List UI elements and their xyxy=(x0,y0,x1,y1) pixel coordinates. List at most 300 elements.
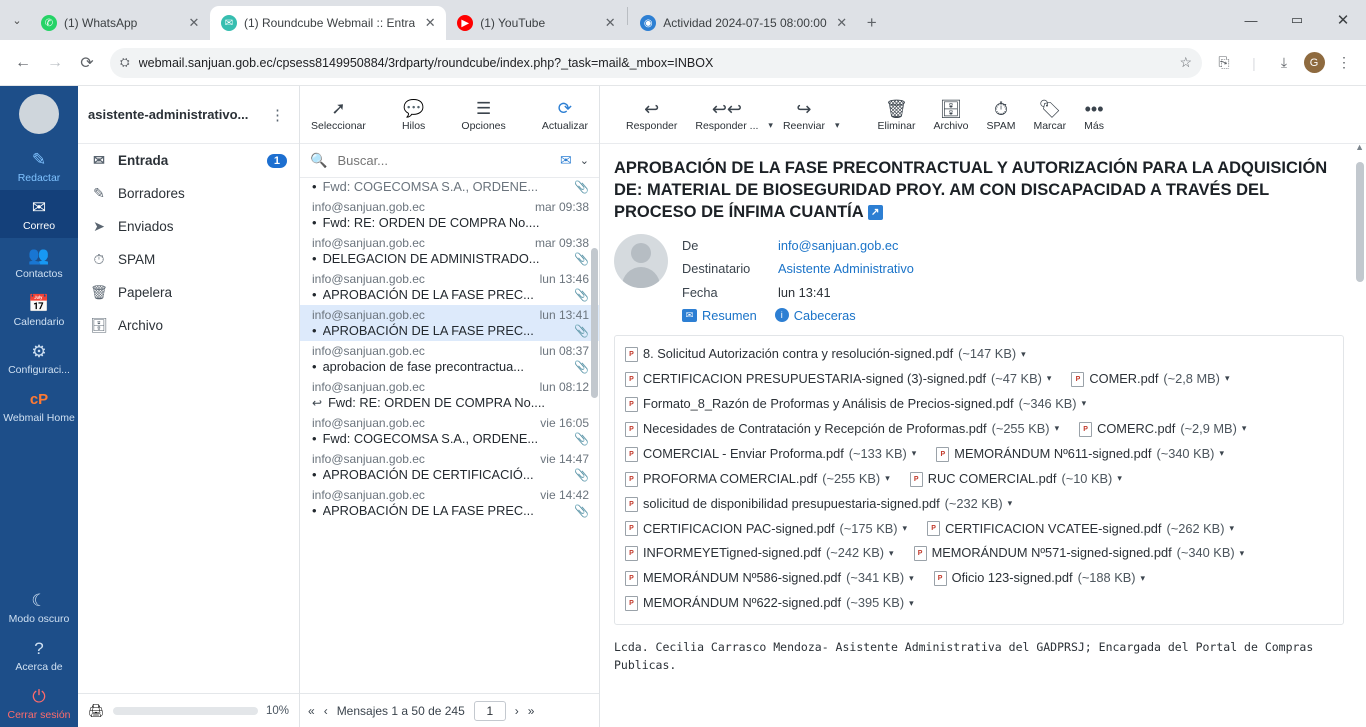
folder-label: Enviados xyxy=(118,219,174,234)
search-input[interactable] xyxy=(335,152,552,169)
archive-button[interactable] xyxy=(925,96,976,134)
list-item-subject: Fwd: COGECOMSA S.A., ORDENE... xyxy=(322,431,539,446)
reply-button[interactable] xyxy=(618,96,685,134)
list-toolbar xyxy=(300,86,599,144)
search-icon: 🔍 xyxy=(310,152,328,168)
list-item-subject-row xyxy=(312,467,589,482)
attachment-name: 8. Solicitud Autorización contra y resolución-signed.pdf xyxy=(643,345,954,361)
attachment-name: RUC COMERCIAL.pdf xyxy=(927,470,1057,486)
list-item-subject-row xyxy=(312,287,589,302)
task-compose[interactable] xyxy=(0,142,78,190)
list-item-selected[interactable] xyxy=(300,305,599,341)
power-icon: ⏻ xyxy=(32,686,46,706)
list-item-sender: info@sanjuan.gob.ec xyxy=(312,200,425,214)
list-item[interactable] xyxy=(300,377,599,413)
list-item-subject-row xyxy=(312,431,589,446)
list-item-subject-row xyxy=(312,179,589,194)
browser-tab[interactable] xyxy=(30,6,210,40)
attachment-size: (~255 KB) xyxy=(991,420,1050,436)
chevron-down-icon[interactable]: ▾ xyxy=(1007,498,1013,509)
search-row xyxy=(300,144,599,178)
task-settings[interactable] xyxy=(0,334,78,382)
attachment-size: (~340 KB) xyxy=(1156,445,1215,461)
list-item-meta xyxy=(312,416,589,430)
list-scrollbar[interactable] xyxy=(591,178,598,693)
attachment-name: MEMORÁNDUM Nº586-signed.pdf xyxy=(643,570,842,586)
unread-dot: • xyxy=(312,359,317,374)
roundcube-icon: ✉ xyxy=(221,15,237,31)
mail-icon: ✉ xyxy=(31,198,47,218)
attachment-name: CERTIFICACION VCATEE-signed.pdf xyxy=(945,520,1162,536)
folder-label: Entrada xyxy=(118,153,169,168)
archive-label: Archivo xyxy=(933,120,969,133)
summary-link[interactable] xyxy=(682,308,757,323)
list-item-subject: Fwd: RE: ORDEN DE COMPRA No.... xyxy=(322,215,540,230)
attachment-item[interactable] xyxy=(625,566,914,591)
refresh-button[interactable] xyxy=(537,96,593,134)
list-item-sender: info@sanjuan.gob.ec xyxy=(312,236,425,250)
pdf-icon: P xyxy=(625,472,638,487)
list-item[interactable] xyxy=(300,413,599,449)
forward-label: Reenviar xyxy=(782,120,825,133)
list-item[interactable] xyxy=(300,485,599,521)
attachment-item[interactable] xyxy=(910,467,1122,492)
chevron-down-icon[interactable]: ▾ xyxy=(1117,473,1122,484)
pdf-icon: P xyxy=(625,397,638,412)
forward-button[interactable]: → xyxy=(47,53,63,71)
chevron-down-icon[interactable]: ▾ xyxy=(1140,573,1146,584)
next-page-button[interactable]: › xyxy=(514,703,519,718)
attachment-item[interactable] xyxy=(625,492,1012,517)
attachment-size: (~341 KB) xyxy=(846,570,905,586)
date-value: lun 13:41 xyxy=(778,285,831,301)
attachment-name: COMERCIAL - Enviar Proforma.pdf xyxy=(643,445,844,461)
attachment-list xyxy=(614,335,1344,625)
avatar[interactable] xyxy=(1300,49,1328,77)
folder-options-icon[interactable]: ⋮ xyxy=(270,106,285,124)
folder-label: Borradores xyxy=(118,186,185,201)
attachment-icon: 📎 xyxy=(574,251,589,266)
list-item-subject: Fwd: RE: ORDEN DE COMPRA No.... xyxy=(328,395,545,410)
message-view-panel xyxy=(600,86,1366,727)
list-item-meta xyxy=(312,380,589,394)
attachment-row xyxy=(625,467,1333,492)
browser-tab-active[interactable] xyxy=(210,6,446,40)
task-dark-mode[interactable] xyxy=(0,583,78,631)
scrollbar-thumb[interactable] xyxy=(591,248,598,398)
list-item-date: mar 09:38 xyxy=(534,236,589,250)
sidebar-item-drafts[interactable] xyxy=(78,177,299,210)
tab-title: (1) Roundcube Webmail :: Entra xyxy=(244,16,416,30)
pdf-icon: P xyxy=(625,546,638,561)
attachment-item[interactable] xyxy=(625,442,916,467)
options-label: Opciones xyxy=(461,120,506,133)
open-external-icon[interactable]: ↗ xyxy=(868,205,883,220)
tab-search-icon[interactable]: ⌄ xyxy=(12,14,22,27)
attachment-item[interactable] xyxy=(927,517,1234,542)
chevron-down-icon[interactable]: ▾ xyxy=(1021,348,1026,359)
unread-dot: • xyxy=(312,431,317,446)
mark-button[interactable] xyxy=(1025,96,1074,134)
summary-label: Resumen xyxy=(702,307,757,323)
sidebar-item-trash[interactable] xyxy=(78,276,299,309)
attachment-item[interactable] xyxy=(936,442,1224,467)
list-item-date: lun 08:12 xyxy=(539,380,589,394)
user-avatar-logo xyxy=(19,94,59,134)
attachment-item[interactable] xyxy=(625,591,914,616)
close-icon[interactable]: ✕ xyxy=(836,15,848,30)
delete-label: Eliminar xyxy=(877,120,916,133)
archive-icon: 🗄 xyxy=(90,317,108,333)
search-scope-icon[interactable]: ✉ xyxy=(560,152,572,168)
attachment-name: MEMORÁNDUM Nº611-signed.pdf xyxy=(954,445,1152,461)
message-subject-text: APROBACIÓN DE LA FASE PRECONTRACTUAL Y AUTORIZACIÓN PARA LA ADQUISICIÓN DE: MATERIAL DE BIOSEGURIDAD PROY. AM CON DISCAPACIDAD A TRAVÉS DEL PROCESO DE ÍNFIMA CUANTÍA xyxy=(614,159,1328,221)
attachment-name: MEMORÁNDUM Nº622-signed.pdf xyxy=(643,595,842,611)
chevron-down-icon[interactable]: ▾ xyxy=(1081,398,1087,409)
folder-label: Papelera xyxy=(118,285,173,300)
message-subject xyxy=(614,158,1344,224)
question-icon: ? xyxy=(34,638,44,658)
attachment-row xyxy=(625,591,1333,616)
task-calendar[interactable] xyxy=(0,286,78,334)
unread-badge: 1 xyxy=(267,154,287,168)
chevron-down-icon[interactable]: ▾ xyxy=(909,598,914,609)
list-item-date: vie 16:05 xyxy=(540,416,589,430)
quota-bar-row xyxy=(78,693,299,727)
compose-icon: ✎ xyxy=(31,150,47,169)
forward-icon: ↪ xyxy=(796,99,812,120)
refresh-label: Actualizar xyxy=(541,120,588,133)
info-icon: i xyxy=(775,308,789,322)
attachment-item[interactable] xyxy=(625,367,1051,392)
close-icon[interactable]: ✕ xyxy=(604,15,616,30)
task-mail[interactable] xyxy=(0,190,78,238)
threads-icon: 💬 xyxy=(403,99,425,119)
threads-button[interactable] xyxy=(397,96,430,134)
attachment-item[interactable] xyxy=(1079,417,1246,442)
attachment-item[interactable] xyxy=(914,541,1245,566)
inbox-icon: ✉ xyxy=(93,152,105,168)
list-item-sender: info@sanjuan.gob.ec xyxy=(312,344,425,358)
list-item[interactable] xyxy=(300,449,599,485)
list-item-date: vie 14:47 xyxy=(540,452,589,466)
attachment-item[interactable] xyxy=(625,342,1026,367)
attachment-size: (~232 KB) xyxy=(944,495,1003,511)
scroll-up-arrow[interactable]: ▲ xyxy=(1355,142,1364,152)
list-item-date: lun 08:37 xyxy=(539,344,589,358)
forward-button[interactable] xyxy=(775,96,833,134)
list-item-subject: APROBACIÓN DE CERTIFICACIÓ... xyxy=(322,467,534,482)
bookmark-star-icon[interactable]: ☆ xyxy=(1179,54,1192,70)
pdf-icon: P xyxy=(625,571,638,586)
minimize-button[interactable]: — xyxy=(1244,12,1258,28)
message-toolbar xyxy=(600,86,1366,144)
attachment-icon: 📎 xyxy=(574,503,589,518)
list-item-subject: APROBACIÓN DE LA FASE PREC... xyxy=(322,503,534,518)
tag-icon: 🏷 xyxy=(1038,99,1062,120)
task-logout[interactable] xyxy=(0,679,78,727)
attachment-size: (~2,8 MB) xyxy=(1163,370,1220,386)
pdf-icon: P xyxy=(625,347,638,362)
list-item-meta xyxy=(312,308,589,322)
attachment-icon: 📎 xyxy=(574,359,589,374)
message-body xyxy=(600,144,1366,727)
list-item-sender: info@sanjuan.gob.ec xyxy=(312,488,425,502)
list-item-sender: info@sanjuan.gob.ec xyxy=(312,380,425,394)
chevron-down-icon[interactable]: ▾ xyxy=(768,120,773,130)
options-button[interactable] xyxy=(456,96,510,134)
attachment-name: COMER.pdf xyxy=(1089,370,1159,386)
task-label: Cerrar sesión xyxy=(7,708,71,721)
select-button[interactable] xyxy=(306,96,371,134)
close-icon[interactable]: ✕ xyxy=(188,15,200,30)
attachment-size: (~175 KB) xyxy=(839,520,898,536)
list-item[interactable] xyxy=(300,197,599,233)
attachment-name: INFORMEYETigned-signed.pdf xyxy=(643,545,822,561)
task-label: Correo xyxy=(22,220,56,233)
chevron-down-icon[interactable]: ▾ xyxy=(1054,423,1060,434)
reply-icon: ↩ xyxy=(644,99,660,120)
list-item-meta xyxy=(312,200,589,214)
attachment-size: (~147 KB) xyxy=(958,345,1017,361)
page-number-input[interactable] xyxy=(474,701,506,721)
unread-dot: • xyxy=(312,287,317,302)
url-text: webmail.sanjuan.gob.ec/cpsess8149950884/3rdparty/roundcube/index.php?_task=mail&_mbox=INBOX xyxy=(138,55,714,70)
sidebar-item-archive[interactable] xyxy=(78,309,299,342)
prev-page-button[interactable]: ‹ xyxy=(323,703,328,718)
new-tab-button[interactable]: + xyxy=(866,13,877,32)
chevron-down-icon[interactable]: ▾ xyxy=(885,473,890,484)
message-list[interactable] xyxy=(300,178,599,693)
list-item-meta xyxy=(312,236,589,250)
attachment-size: (~255 KB) xyxy=(822,470,881,486)
gear-icon: ⚙ xyxy=(31,342,47,362)
list-item-meta xyxy=(312,272,589,286)
chevron-down-icon[interactable]: ▾ xyxy=(1229,523,1235,534)
date-label: Fecha xyxy=(682,285,718,301)
attachment-icon: 📎 xyxy=(574,467,589,482)
list-item-subject-row xyxy=(312,323,589,338)
attachment-item[interactable] xyxy=(625,417,1059,442)
list-item-subject-row xyxy=(312,215,589,230)
pdf-icon: P xyxy=(625,596,638,611)
reply-all-button[interactable] xyxy=(687,96,766,134)
maximize-button[interactable]: ▭ xyxy=(1290,12,1304,27)
chevron-down-icon[interactable]: ▾ xyxy=(1224,373,1230,384)
list-item-date: vie 14:42 xyxy=(540,488,589,502)
sidebar-item-sent[interactable] xyxy=(78,210,299,243)
attachment-item[interactable] xyxy=(625,467,890,492)
list-item-subject: APROBACIÓN DE LA FASE PREC... xyxy=(322,287,534,302)
tabs xyxy=(30,0,1228,40)
reply-all-label: Responder ... xyxy=(695,120,759,133)
list-item-sender: info@sanjuan.gob.ec xyxy=(312,308,425,322)
to-value[interactable]: Asistente Administrativo xyxy=(778,261,914,277)
reply-all-icon: ↩↩ xyxy=(711,99,742,120)
chevron-down-icon[interactable]: ▾ xyxy=(1046,373,1052,384)
sender-avatar xyxy=(614,234,668,288)
pdf-icon: P xyxy=(936,447,949,462)
unread-dot: • xyxy=(312,467,317,482)
chevron-down-icon[interactable]: ▾ xyxy=(1219,448,1224,459)
list-item[interactable] xyxy=(300,233,599,269)
attachment-row xyxy=(625,566,1333,591)
attachment-size: (~346 KB) xyxy=(1018,395,1077,411)
last-page-button[interactable]: » xyxy=(527,703,535,718)
unread-dot: • xyxy=(312,179,317,194)
task-webmail-home[interactable] xyxy=(0,382,78,430)
tab-title: (1) WhatsApp xyxy=(64,16,138,30)
attachment-icon: 📎 xyxy=(574,431,589,446)
spam-icon: ⏱ xyxy=(93,251,105,267)
task-about[interactable] xyxy=(0,631,78,679)
trash-icon: 🗑 xyxy=(90,284,108,300)
cursor-icon: ➚ xyxy=(331,99,346,119)
select-label: Seleccionar xyxy=(311,120,366,133)
more-button[interactable] xyxy=(1076,96,1112,134)
task-label: Acerca de xyxy=(15,660,63,673)
contacts-icon: 👥 xyxy=(28,246,50,266)
attachment-item[interactable] xyxy=(625,392,1086,417)
from-value[interactable]: info@sanjuan.gob.ec xyxy=(778,237,899,253)
attachment-icon: 📎 xyxy=(574,287,589,302)
browser-tab[interactable] xyxy=(446,6,626,40)
address-bar xyxy=(0,40,1366,86)
message-header xyxy=(614,234,1344,323)
from-row xyxy=(682,234,914,258)
list-item-subject: aprobacion de fase precontractua... xyxy=(322,359,524,374)
extensions-icon[interactable]: ⎘ xyxy=(1218,54,1230,70)
browser-tab[interactable] xyxy=(629,6,857,40)
folder-panel xyxy=(78,86,300,727)
quota-percent: 10% xyxy=(265,704,289,717)
pdf-icon: P xyxy=(625,521,638,536)
attachment-name: solicitud de disponibilidad presupuestaria-signed.pdf xyxy=(643,495,940,511)
cpanel-icon: cP xyxy=(29,391,49,409)
sidebar-item-spam[interactable] xyxy=(78,243,299,276)
task-label: Configuraci... xyxy=(8,364,70,377)
attachment-name: Oficio 123-signed.pdf xyxy=(951,570,1073,586)
headers-link[interactable] xyxy=(775,308,856,323)
list-item-subject: APROBACIÓN DE LA FASE PREC... xyxy=(322,323,534,338)
spam-label: SPAM xyxy=(986,120,1016,133)
quota-meter xyxy=(113,707,258,715)
list-item[interactable] xyxy=(300,341,599,377)
pdf-icon: P xyxy=(625,447,638,462)
back-button[interactable]: ← xyxy=(15,53,31,71)
forwarded-icon: ↩ xyxy=(312,395,323,410)
url-input[interactable] xyxy=(110,48,1202,78)
unread-dot: • xyxy=(312,215,317,230)
header-fields xyxy=(682,234,914,323)
site-settings-icon[interactable]: ⛭ xyxy=(120,55,130,69)
reply-label: Responder xyxy=(626,120,678,133)
pdf-icon: P xyxy=(1071,372,1084,387)
attachment-size: (~340 KB) xyxy=(1176,545,1235,561)
chevron-down-icon[interactable]: ▾ xyxy=(889,548,894,559)
pdf-icon: P xyxy=(914,546,927,561)
list-item-sender: info@sanjuan.gob.ec xyxy=(312,452,425,466)
window-close-button[interactable]: ✕ xyxy=(1336,12,1350,29)
envelope-icon: ✉ xyxy=(682,309,697,322)
browser-menu-icon[interactable]: ⋮ xyxy=(1337,54,1351,70)
trash-icon: 🗑 xyxy=(885,99,908,120)
chevron-down-icon[interactable]: ▾ xyxy=(834,120,840,130)
folder-label: Archivo xyxy=(118,318,164,333)
reload-button[interactable]: ⟳ xyxy=(80,54,94,72)
archive-icon: 🗄 xyxy=(939,99,963,120)
unread-dot: • xyxy=(312,503,317,518)
sidebar-item-inbox[interactable] xyxy=(78,144,299,177)
scrollbar-thumb[interactable] xyxy=(1356,162,1364,282)
task-sidebar xyxy=(0,86,78,727)
refresh-icon: ⟳ xyxy=(557,99,573,119)
more-label: Más xyxy=(1084,120,1104,133)
pdf-icon: P xyxy=(927,521,940,536)
pdf-icon: P xyxy=(625,372,638,387)
task-label: Redactar xyxy=(17,172,61,184)
message-text: Lcda. Cecilia Carrasco Mendoza- Asistente Administrativa del GADPRSJ; Encargada del Portal de Compras Publicas. xyxy=(614,640,1314,672)
attachment-row xyxy=(625,517,1333,542)
first-page-button[interactable]: « xyxy=(308,703,315,718)
to-row xyxy=(682,257,914,281)
chevron-down-icon[interactable]: ▾ xyxy=(909,573,914,584)
attachment-item[interactable] xyxy=(1071,367,1229,392)
header-links xyxy=(682,308,914,323)
chevron-down-icon[interactable]: ⌄ xyxy=(579,155,589,167)
attachment-item[interactable] xyxy=(625,517,907,542)
activity-icon: ◉ xyxy=(640,15,656,31)
delete-button[interactable] xyxy=(870,96,924,134)
message-scrollbar[interactable] xyxy=(1355,142,1364,725)
task-label: Modo oscuro xyxy=(8,612,70,625)
attachment-item[interactable] xyxy=(934,566,1145,591)
tab-title: Actividad 2024-07-15 08:00:00 xyxy=(663,16,827,30)
pdf-icon: P xyxy=(910,472,923,487)
attachment-icon: 📎 xyxy=(574,179,589,194)
list-item-date: lun 13:41 xyxy=(539,308,589,322)
pdf-icon: P xyxy=(934,571,947,586)
attachment-size: (~242 KB) xyxy=(826,545,885,561)
list-item[interactable] xyxy=(300,269,599,305)
options-icon: ☰ xyxy=(475,99,492,119)
window-controls xyxy=(1228,0,1366,40)
chevron-down-icon[interactable]: ▾ xyxy=(1239,548,1245,559)
drafts-icon: ✎ xyxy=(93,185,105,201)
task-contacts[interactable] xyxy=(0,238,78,286)
attachment-row xyxy=(625,541,1333,566)
chevron-down-icon[interactable]: ▾ xyxy=(911,448,917,459)
attachment-item[interactable] xyxy=(625,541,894,566)
headers-label: Cabeceras xyxy=(793,307,856,323)
printer-icon[interactable]: 🖨 xyxy=(88,702,105,718)
list-item-subject-row xyxy=(312,251,589,266)
list-item[interactable] xyxy=(300,179,599,197)
task-label: Webmail Home xyxy=(3,412,75,425)
task-label: Contactos xyxy=(15,268,63,281)
list-pager xyxy=(300,693,599,727)
attachment-name: CERTIFICACION PRESUPUESTARIA-signed (3)-signed.pdf xyxy=(643,370,987,386)
chevron-down-icon[interactable]: ▾ xyxy=(902,523,908,534)
attachment-row xyxy=(625,392,1333,417)
chevron-down-icon[interactable]: ▾ xyxy=(1241,423,1247,434)
attachment-size: (~262 KB) xyxy=(1166,520,1225,536)
downloads-icon[interactable]: ⤓ xyxy=(1280,54,1288,70)
threads-label: Hilos xyxy=(401,120,426,133)
spam-button[interactable] xyxy=(978,96,1023,134)
close-icon[interactable]: ✕ xyxy=(424,15,436,30)
mark-label: Marcar xyxy=(1033,120,1067,133)
